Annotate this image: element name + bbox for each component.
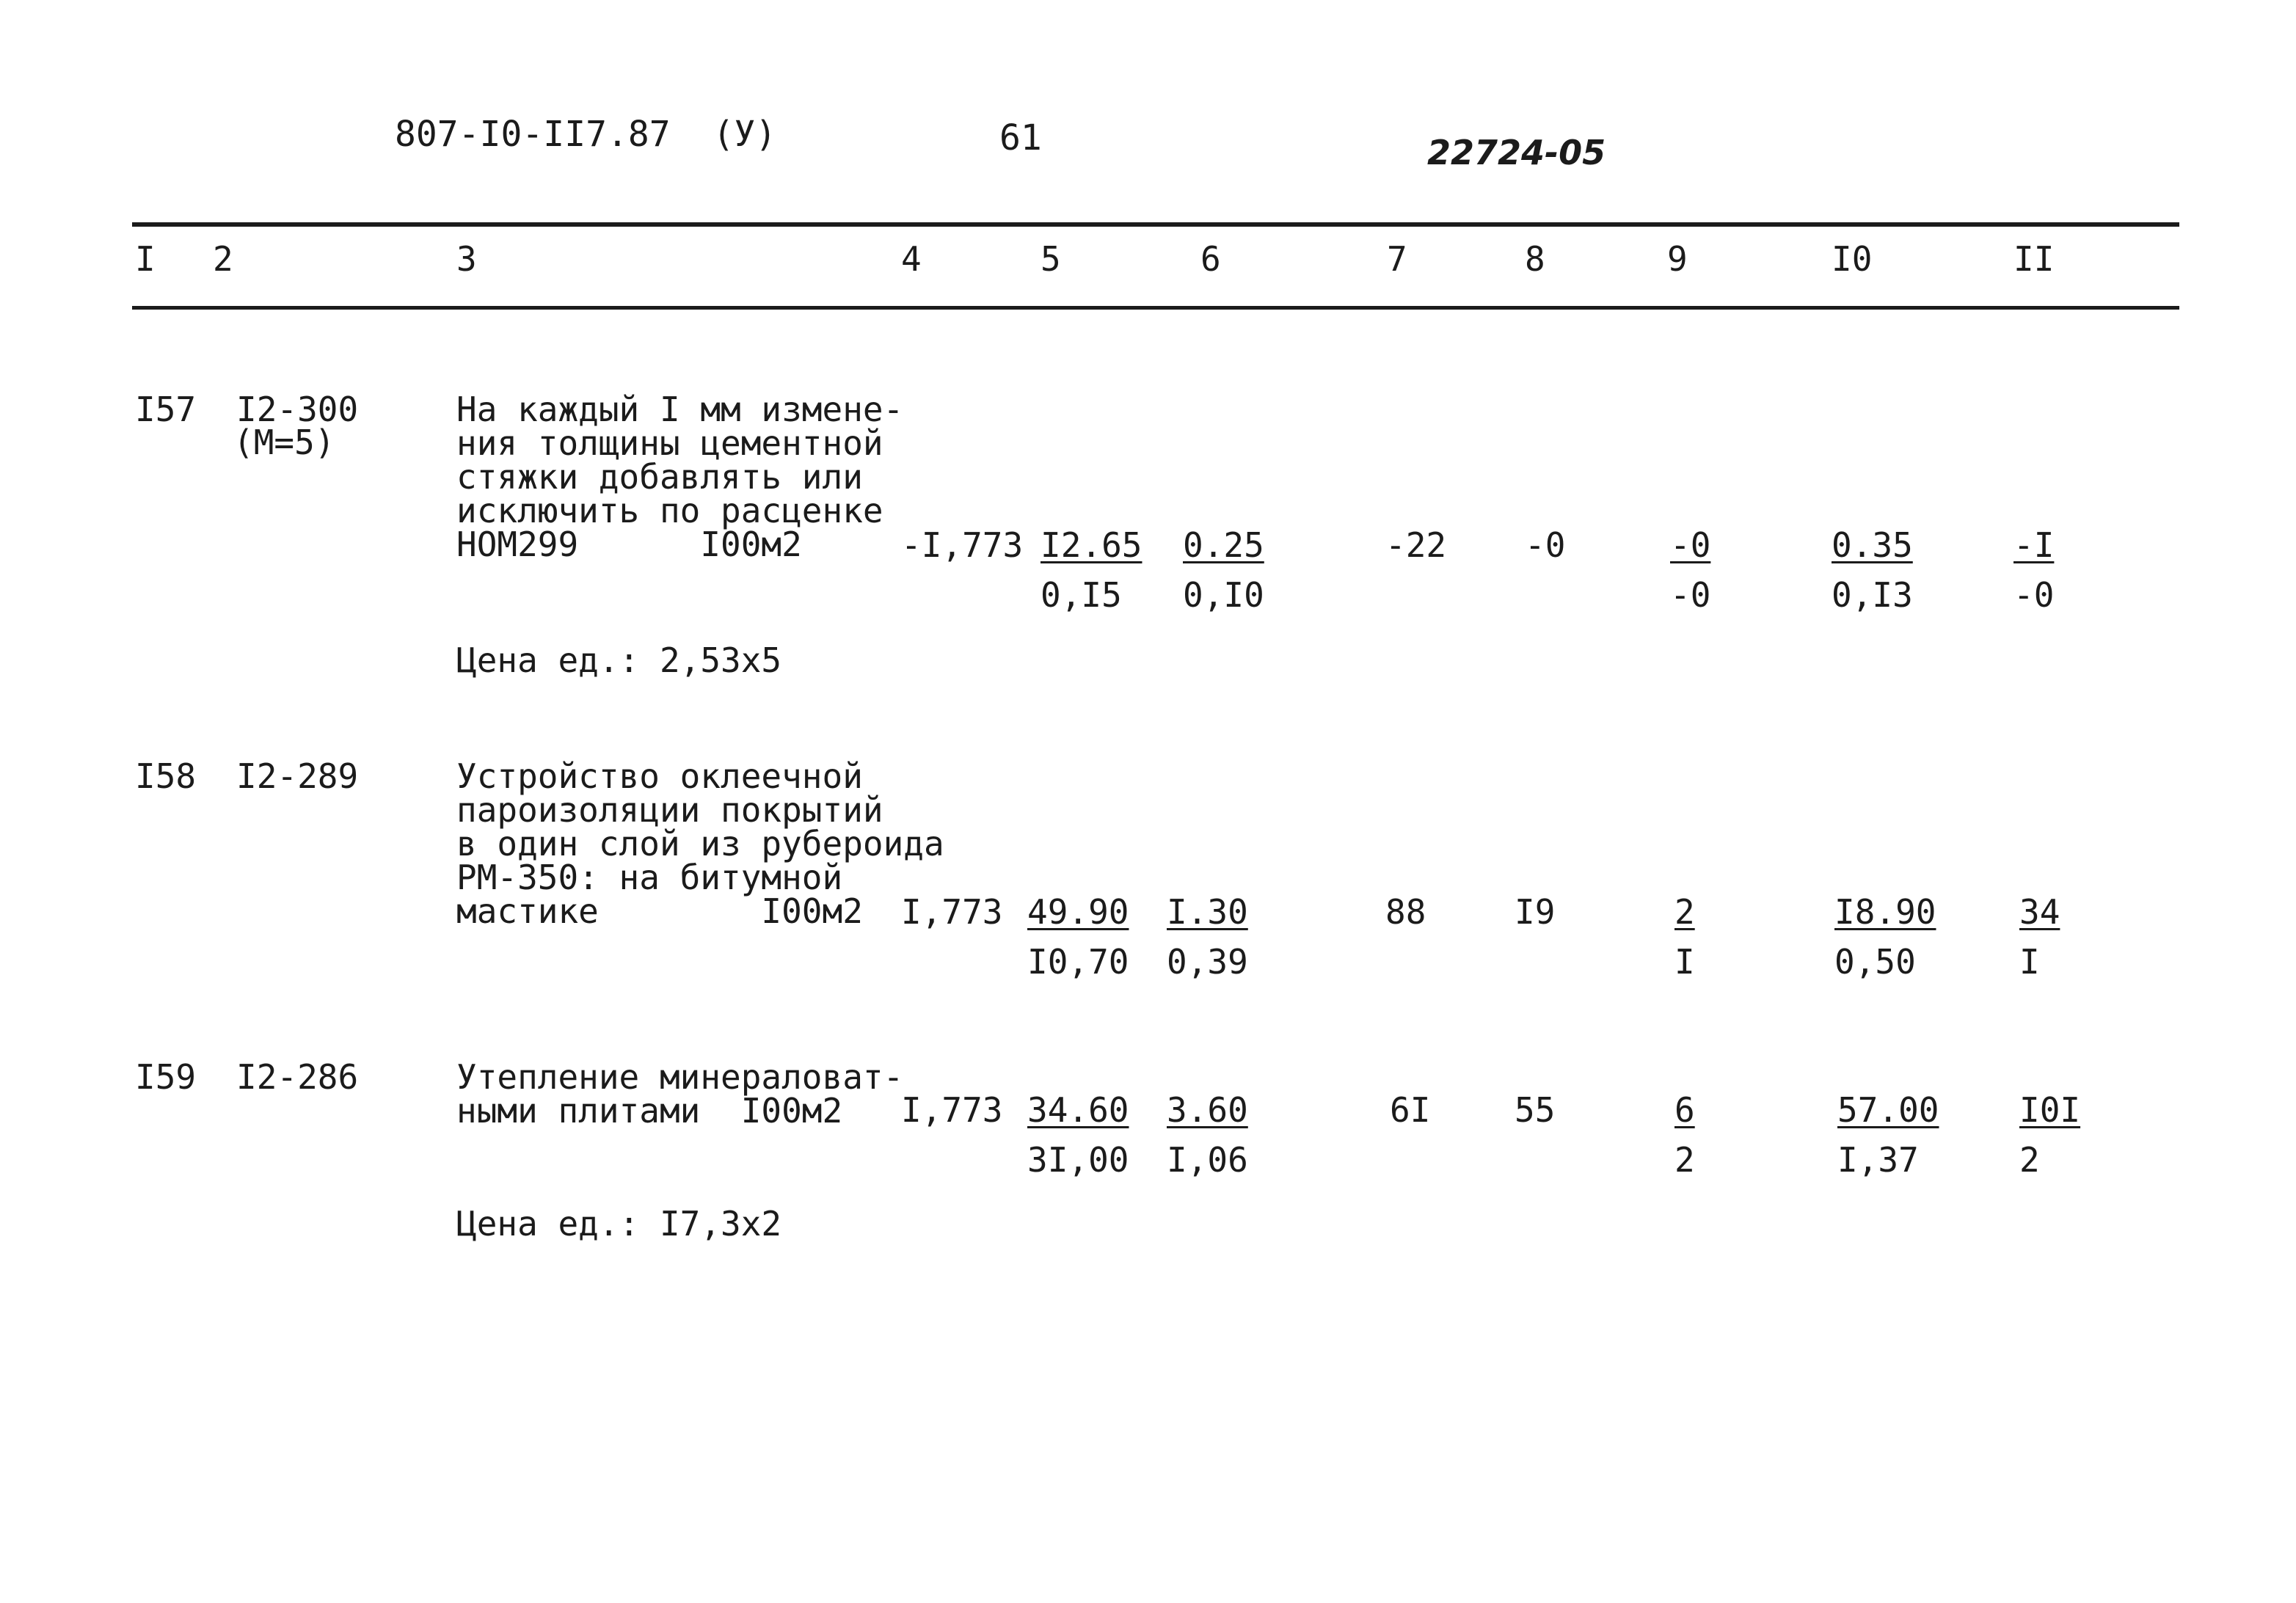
column-header-7: 7 xyxy=(1387,239,1407,279)
col5-top: I2.65 xyxy=(1041,525,1142,565)
col6-top: 0.25 xyxy=(1183,525,1264,565)
page-number: 61 xyxy=(999,117,1042,158)
row-number: I58 xyxy=(135,756,197,796)
col10-bottom: I,37 xyxy=(1837,1140,1919,1180)
col10-bottom: 0,50 xyxy=(1834,942,1916,982)
work-description: На каждый I мм измене- ния толщины цементной стяжки добавлять или исключить по расценке НОМ299 I00м2 xyxy=(456,390,904,564)
rate-code: I2-300 xyxy=(236,390,359,429)
col5-top: 49.90 xyxy=(1027,892,1129,932)
column-header-6: 6 xyxy=(1200,239,1221,279)
col10-top: I8.90 xyxy=(1834,892,1936,932)
rate-code: I2-289 xyxy=(236,756,359,796)
col9-bottom: 2 xyxy=(1674,1140,1695,1180)
work-description: Устройство оклеечной пароизоляции покрытий в один слой из рубероида РМ-350: на битумной мастике I00м2 xyxy=(456,756,944,931)
document-code: 807-I0-II7.87 (У) xyxy=(395,114,777,155)
col10-top: 0.35 xyxy=(1832,525,1913,565)
column-header-10: I0 xyxy=(1832,239,1873,279)
rate-code-note: (М=5) xyxy=(233,423,335,462)
handwritten-inventory-code: 22724-05 xyxy=(1427,133,1606,172)
quantity: -I,773 xyxy=(901,525,1024,565)
col5-bottom: 3I,00 xyxy=(1027,1140,1129,1180)
col9-top: -0 xyxy=(1670,525,1711,565)
col11-bottom: 2 xyxy=(2019,1140,2040,1180)
col8-value: 55 xyxy=(1515,1090,1556,1130)
column-header-4: 4 xyxy=(901,239,922,279)
col9-bottom: I xyxy=(1674,942,1695,982)
col9-bottom: -0 xyxy=(1670,575,1711,615)
column-header-8: 8 xyxy=(1525,239,1545,279)
col9-top: 2 xyxy=(1674,892,1695,932)
col11-bottom: -0 xyxy=(2013,575,2055,615)
quantity: I,773 xyxy=(901,892,1003,932)
column-header-1: I xyxy=(135,239,156,279)
col8-value: I9 xyxy=(1515,892,1556,932)
col9-top: 6 xyxy=(1674,1090,1695,1130)
col11-top: I0I xyxy=(2019,1090,2081,1130)
quantity: I,773 xyxy=(901,1090,1003,1130)
row-number: I59 xyxy=(135,1057,197,1097)
col7-value: 6I xyxy=(1390,1090,1431,1130)
unit-price-note: Цена ед.: I7,3х2 xyxy=(456,1204,782,1244)
col6-bottom: 0,39 xyxy=(1167,942,1248,982)
col11-bottom: I xyxy=(2019,942,2040,982)
table-top-rule xyxy=(132,222,2179,227)
column-header-5: 5 xyxy=(1041,239,1061,279)
col6-bottom: I,06 xyxy=(1167,1140,1248,1180)
column-header-11: II xyxy=(2013,239,2055,279)
column-header-3: 3 xyxy=(456,239,477,279)
col10-bottom: 0,I3 xyxy=(1832,575,1913,615)
col11-top: -I xyxy=(2013,525,2055,565)
col5-top: 34.60 xyxy=(1027,1090,1129,1130)
table-header-bottom-rule xyxy=(132,306,2179,310)
col7-value: 88 xyxy=(1385,892,1426,932)
unit-price-note: Цена ед.: 2,53х5 xyxy=(456,640,782,680)
col6-top: I.30 xyxy=(1167,892,1248,932)
col6-bottom: 0,I0 xyxy=(1183,575,1264,615)
col6-top: 3.60 xyxy=(1167,1090,1248,1130)
col11-top: 34 xyxy=(2019,892,2060,932)
col7-value: -22 xyxy=(1385,525,1447,565)
column-header-9: 9 xyxy=(1667,239,1688,279)
col5-bottom: 0,I5 xyxy=(1041,575,1122,615)
col10-top: 57.00 xyxy=(1837,1090,1939,1130)
col8-value: -0 xyxy=(1525,525,1566,565)
rate-code: I2-286 xyxy=(236,1057,359,1097)
column-header-2: 2 xyxy=(213,239,233,279)
row-number: I57 xyxy=(135,390,197,429)
work-description: Утепление минераловат- ными плитами I00м2 xyxy=(456,1057,904,1131)
col5-bottom: I0,70 xyxy=(1027,942,1129,982)
